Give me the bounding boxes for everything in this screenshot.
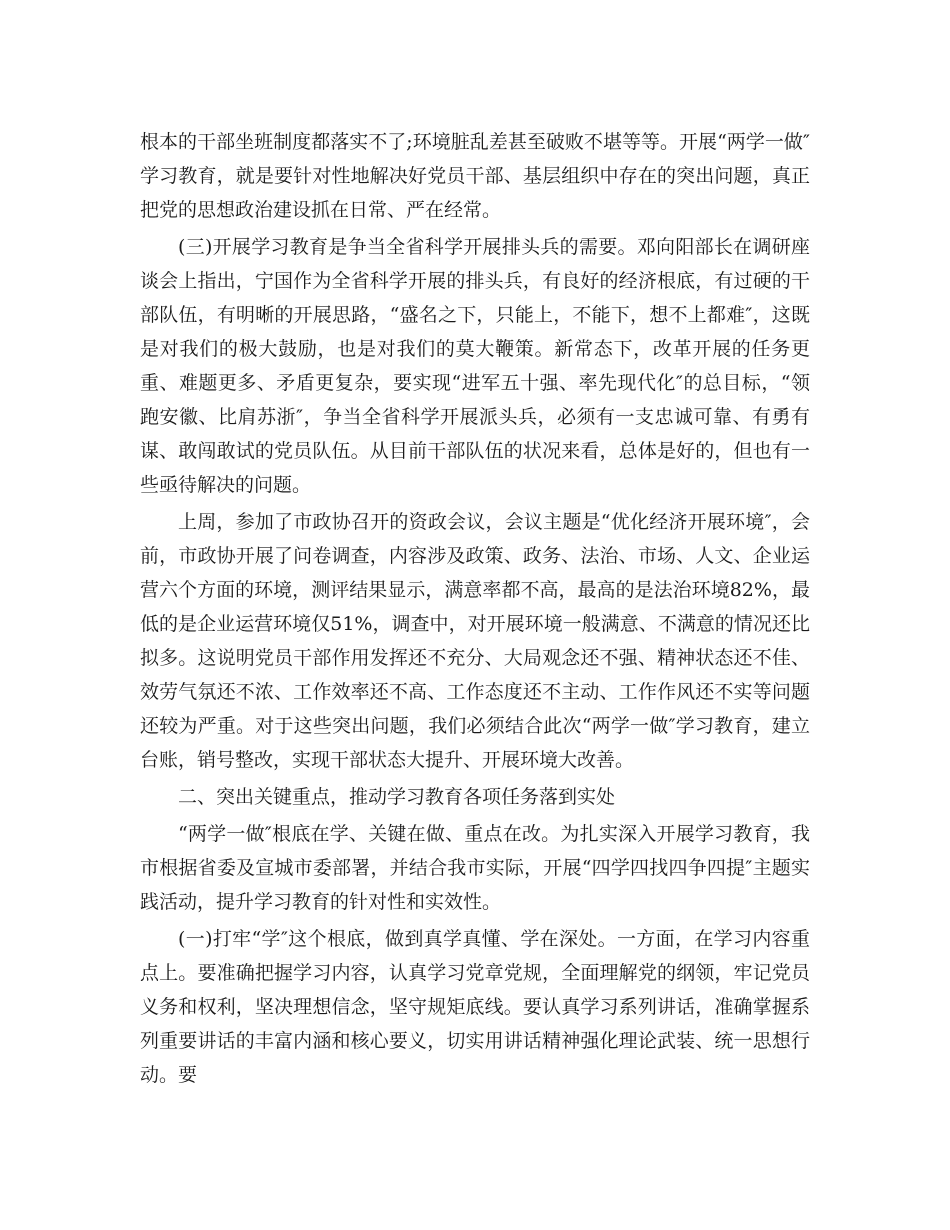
paragraph-cppcc-meeting: 上周，参加了市政协召开的资政会议，会议主题是“优化经济开展环境″，会前，市政协开展了问卷调查，内容涉及政策、政务、法治、市场、人文、企业运营六个方面的环境，测评结果显示，满意率都不高，最高的是法治环境82%，最低的是企业运营环境仅51%，调查中，对开展环境一般满意、不满意的情况还比拟多。这说明党员干部作用发挥还不充分、大局观念还不强、精神状态还不佳、效劳气氛还不浓、工作效率还不高、工作态度还不主动、工作作风还不实等问题还较为严重。对于这些突出问题，我们必须结合此次“两学一做″学习教育，建立台账，销号整改，实现干部状态大提升、开展环境大改善。 bbox=[140, 511, 810, 771]
document-body bbox=[140, 125, 810, 1095]
paragraph-subsection-one: (一)打牢“学″这个根底，做到真学真懂、学在深处。一方面，在学习内容重点上。要准确把握学习内容，认真学习党章党规，全面理解党的纲领，牢记党员义务和权利，坚决理想信念，坚守规矩底线。要认真学习系列讲话，准确掌握系列重要讲话的丰富内涵和核心要义，切实用讲话精神强化理论武装、统一思想行动。要 bbox=[140, 928, 810, 1086]
paragraph-section-three: (三)开展学习教育是争当全省科学开展排头兵的需要。邓向阳部长在调研座谈会上指出，宁国作为全省科学开展的排头兵，有良好的经济根底，有过硬的干部队伍，有明晰的开展思路，“盛名之下，只能上，不能下，想不上都难″，这既是对我们的极大鼓励，也是对我们的莫大鞭策。新常态下，改革开展的任务更重、难题更多、矛盾更复杂，要实现“进军五十强、率先现代化″的总目标，“领跑安徽、比肩苏浙″，争当全省科学开展派头兵，必须有一支忠诚可靠、有勇有谋、敢闯敢试的党员队伍。从目前干部队伍的状况来看，总体是好的，但也有一些亟待解决的问题。 bbox=[140, 236, 810, 496]
paragraph-two-learn-one-do: “两学一做″根底在学、关键在做、重点在改。为扎实深入开展学习教育，我市根据省委及宣城市委部署，并结合我市实际，开展“四学四找四争四提″主题实践活动，提升学习教育的针对性和实效性。 bbox=[140, 823, 810, 913]
paragraph-continuation: 根本的干部坐班制度都落实不了;环境脏乱差甚至破败不堪等等。开展“两学一做″学习教育，就是要针对性地解决好党员干部、基层组织中存在的突出问题，真正把党的思想政治建设抓在日常、严在经常。 bbox=[140, 131, 810, 221]
section-heading-two: 二、突出关键重点，推动学习教育各项任务落到实处 bbox=[178, 786, 616, 808]
